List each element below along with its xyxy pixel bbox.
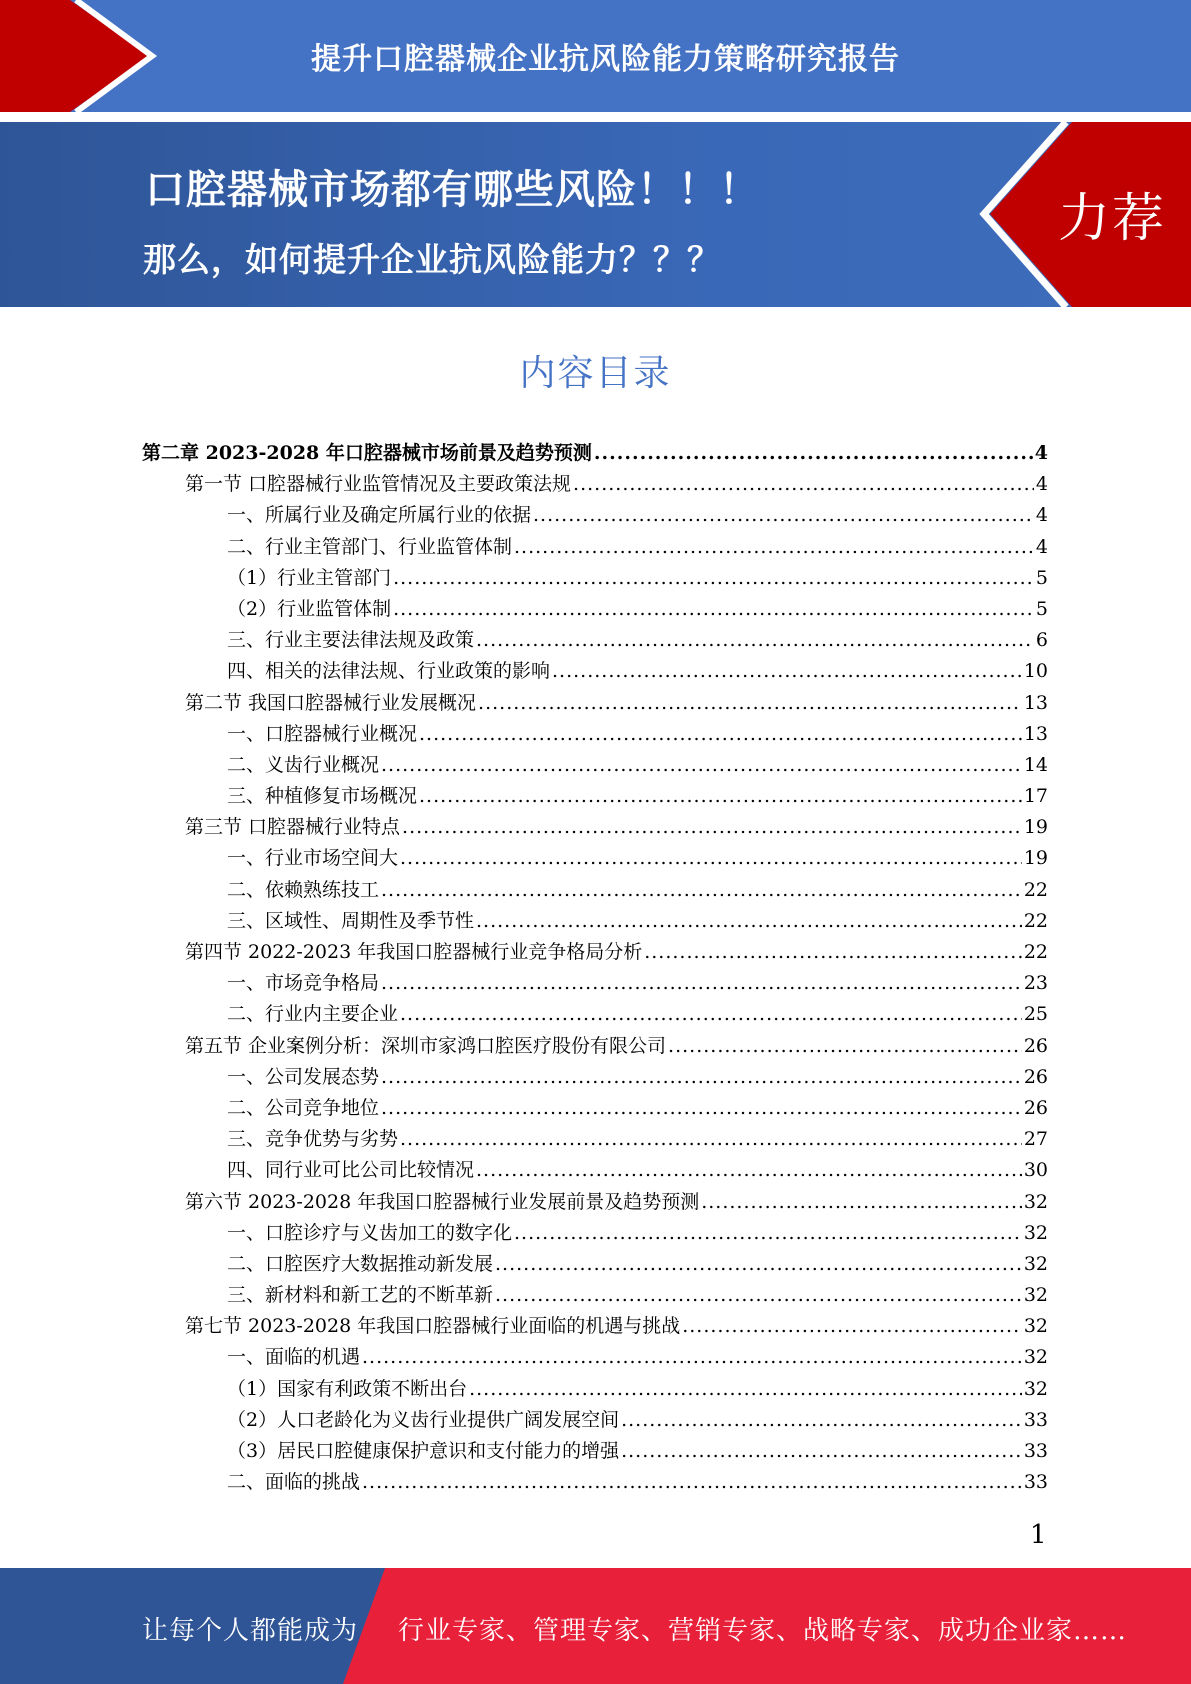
toc-entry-page: 23: [1023, 972, 1048, 995]
toc-entry-title: 一、市场竞争格局: [227, 972, 380, 995]
toc-entry-title: 第三节 口腔器械行业特点: [185, 816, 401, 839]
toc-entry-page: 17: [1023, 785, 1048, 808]
banner-headline-risks: 口腔器械市场都有哪些风险！！！: [145, 167, 760, 213]
toc-entry-page: 32: [1023, 1221, 1048, 1244]
toc-entry-title: （1）国家有利政策不断出台: [227, 1377, 468, 1400]
report-title: 提升口腔器械企业抗风险能力策略研究报告: [311, 42, 900, 77]
toc-entry-page: 26: [1023, 1096, 1048, 1119]
toc-entry-title: （3）居民口腔健康保护意识和支付能力的增强: [227, 1440, 620, 1462]
toc-entry-title: 二、依赖熟练技工: [227, 878, 380, 901]
toc-entry-page: 33: [1023, 1408, 1048, 1431]
toc-entry-title: （1）行业主管部门: [227, 566, 392, 589]
toc-entry-title: 一、行业市场空间大: [227, 847, 399, 870]
toc-entry-page: 19: [1023, 847, 1048, 870]
toc-entry-page: 4: [1035, 504, 1048, 527]
toc-entry-title: 二、口腔医疗大数据推动新发展: [227, 1252, 494, 1275]
toc-entry-page: 4: [1035, 473, 1048, 496]
toc-entry-title: 第七节 2023-2028 年我国口腔器械行业面临的机遇与挑战: [185, 1315, 681, 1338]
toc-entry-title: 第一节 口腔器械行业监管情况及主要政策法规: [185, 473, 572, 496]
toc-entry-page: 10: [1023, 660, 1048, 683]
toc-entry-title: （2）行业监管体制: [227, 597, 392, 620]
toc-entry-page: 6: [1035, 629, 1048, 652]
toc-entry-title: 第四节 2022-2023 年我国口腔器械行业竞争格局分析: [185, 941, 643, 963]
toc-entry-title: 二、行业内主要企业: [227, 1003, 399, 1026]
toc-entry-page: 32: [1023, 1377, 1048, 1400]
footer-slogan-left: 让每个人都能成为: [142, 1616, 359, 1646]
toc-entry-page: 33: [1023, 1440, 1048, 1462]
toc-entry-title: 二、公司竞争地位: [227, 1096, 380, 1119]
toc-entry-page: 22: [1023, 941, 1048, 963]
toc-entry-title: 二、行业主管部门、行业监管体制: [227, 535, 513, 558]
toc-entry-title: 第六节 2023-2028 年我国口腔器械行业发展前景及趋势预测: [185, 1190, 700, 1213]
toc-entry-title: 一、面临的机遇: [227, 1346, 361, 1369]
toc-entry-page: 5: [1035, 597, 1048, 620]
toc-entry-page: 4: [1034, 442, 1048, 464]
toc-entry-title: 一、口腔器械行业概况: [227, 722, 418, 745]
toc-entry-page: 33: [1023, 1471, 1048, 1494]
footer-slogan-right: 行业专家、管理专家、营销专家、战略专家、成功企业家……: [398, 1616, 1128, 1646]
toc-entry-page: 13: [1023, 691, 1048, 714]
toc-entry-page: 5: [1035, 566, 1048, 589]
toc-entry-title: 二、义齿行业概况: [227, 753, 380, 776]
toc-entry-title: 三、区域性、周期性及季节性: [227, 909, 475, 932]
toc-entry-page: 32: [1023, 1315, 1048, 1338]
recommend-label: 力荐: [1058, 189, 1167, 249]
toc-entry-title: 三、行业主要法律法规及政策: [227, 629, 475, 652]
banner-headline-question: 那么，如何提升企业抗风险能力？？？: [143, 240, 721, 279]
page-number: 1: [1030, 1520, 1047, 1550]
toc-entry-title: 一、公司发展态势: [227, 1065, 380, 1088]
toc-entry-page: 32: [1023, 1346, 1048, 1369]
toc-entry-page: 26: [1023, 1065, 1048, 1088]
toc-entry-title: 第二节 我国口腔器械行业发展概况: [185, 691, 477, 714]
toc-entry-title: 三、种植修复市场概况: [227, 785, 418, 808]
toc-entry-page: 22: [1023, 878, 1048, 901]
toc-entry-page: 4: [1035, 535, 1048, 558]
toc-entry-page: 13: [1023, 722, 1048, 745]
toc-entry-title: 三、竞争优势与劣势: [227, 1128, 399, 1151]
toc-entry-title: 二、面临的挑战: [227, 1471, 361, 1494]
toc-entry-page: 30: [1023, 1159, 1048, 1182]
toc-entry-page: 22: [1023, 909, 1048, 932]
toc-entry-page: 14: [1023, 753, 1048, 776]
toc-entry-page: 26: [1023, 1034, 1048, 1057]
toc-entry-title: 一、口腔诊疗与义齿加工的数字化: [227, 1221, 513, 1244]
toc-entry-page: 19: [1023, 816, 1048, 839]
toc-entry-page: 27: [1023, 1128, 1048, 1151]
toc-entry-title: 四、同行业可比公司比较情况: [227, 1159, 475, 1182]
toc-entry-title: 第二章 2023-2028 年口腔器械市场前景及趋势预测: [142, 442, 592, 464]
toc-entry-title: 第五节 企业案例分析：深圳市家鸿口腔医疗股份有限公司: [185, 1034, 667, 1057]
toc-entry-page: 32: [1023, 1190, 1048, 1213]
toc-entry-title: 一、所属行业及确定所属行业的依据: [227, 504, 532, 527]
toc-entry-title: 四、相关的法律法规、行业政策的影响: [227, 660, 551, 683]
toc-entry-title: （2）人口老龄化为义齿行业提供广阔发展空间: [227, 1408, 620, 1431]
toc-entry-page: 32: [1023, 1252, 1048, 1275]
toc-entry-page: 25: [1023, 1003, 1048, 1026]
toc-heading: 内容目录: [519, 353, 672, 394]
toc-entry-title: 三、新材料和新工艺的不断革新: [227, 1284, 494, 1307]
toc-entry-page: 32: [1023, 1284, 1048, 1307]
